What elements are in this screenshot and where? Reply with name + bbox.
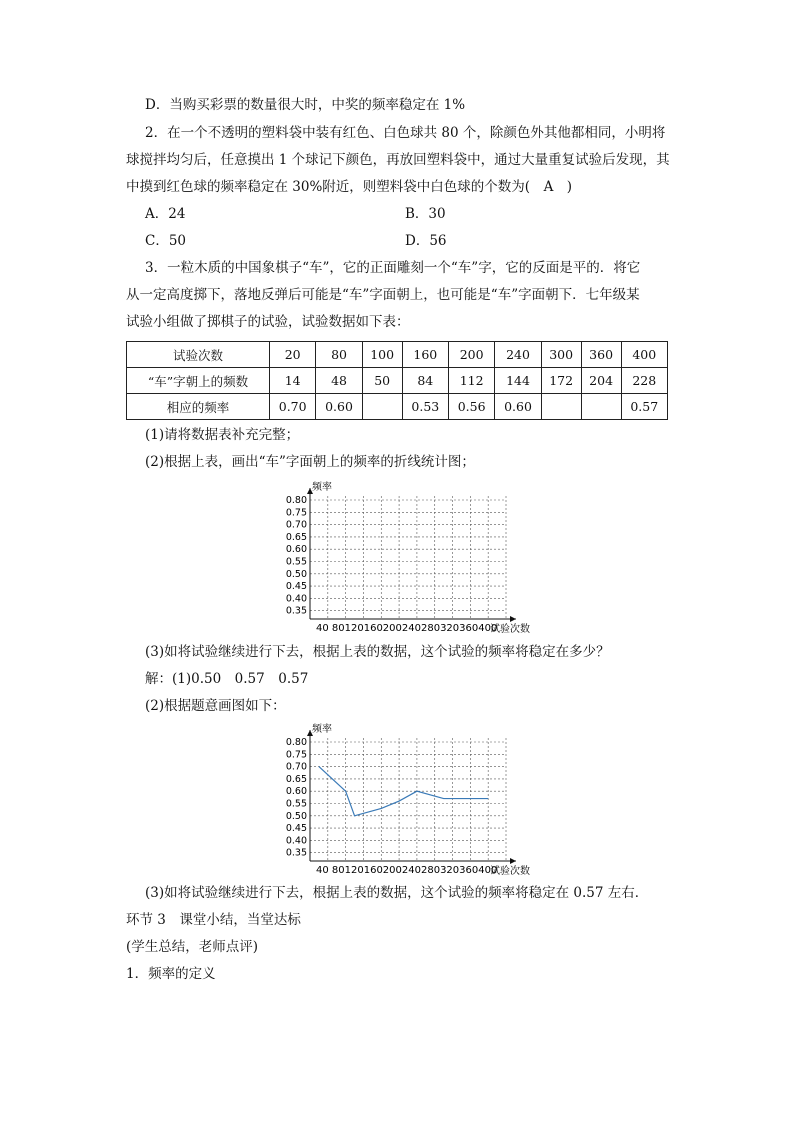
- table-row: [127, 368, 668, 394]
- table-cell: 相应的频率: [127, 394, 270, 420]
- y-tick-label: 0.60: [285, 786, 307, 798]
- x-axis-label: 试验次数: [490, 866, 530, 877]
- table-cell: [541, 394, 581, 420]
- option-b: B．30: [405, 206, 446, 222]
- table-cell: 112: [448, 368, 494, 394]
- option-c: C．50: [145, 233, 187, 249]
- solution-part-2: (2)根据题意画图如下：: [145, 698, 286, 714]
- table-cell: 100: [362, 342, 402, 368]
- y-tick-label: 0.35: [285, 847, 307, 859]
- y-axis-label: 频率: [312, 482, 332, 493]
- solution-part-3: (3)如将试验继续进行下去，根据上表的数据，这个试验的频率将稳定在 0.57 左右．: [145, 885, 649, 901]
- question-2-line-3: 中摸到红色球的频率稳定在 30%附近，则塑料袋中白色球的个数为( A ): [126, 179, 573, 195]
- table-cell: 240: [495, 342, 541, 368]
- frequency-definition: 1．频率的定义: [126, 966, 216, 982]
- y-tick-label: 0.60: [285, 544, 307, 556]
- y-tick-label: 0.80: [285, 737, 307, 748]
- table-cell: 48: [316, 368, 362, 394]
- option-d: D．当购买彩票的数量很大时，中奖的频率稳定在 1%: [145, 97, 466, 113]
- y-tick-label: 0.40: [285, 593, 307, 605]
- table-cell: 172: [541, 368, 581, 394]
- review-note: (学生总结，老师点评): [126, 939, 259, 955]
- y-tick-label: 0.45: [285, 581, 307, 593]
- table-row: [127, 342, 668, 368]
- experiment-table: [126, 341, 668, 420]
- table-cell: 144: [495, 368, 541, 394]
- table-cell: [362, 394, 402, 420]
- question-3-line-2: 从一定高度掷下，落地反弹后可能是“车”字面朝上，也可能是“车”字面朝下．七年级某: [126, 287, 640, 303]
- sub-question-1: (1)请将数据表补充完整；: [145, 427, 300, 443]
- y-axis-label: 频率: [312, 724, 332, 735]
- table-cell: [581, 394, 621, 420]
- y-tick-label: 0.40: [285, 835, 307, 847]
- x-tick-labels: 40 80120160200240280320360400: [316, 865, 498, 876]
- question-2-line-2: 球搅拌均匀后，任意摸出 1 个球记下颜色，再放回塑料袋中，通过大量重复试验后发现，其: [126, 152, 670, 168]
- y-tick-label: 0.55: [285, 798, 307, 810]
- question-2-line-1: 2．在一个不透明的塑料袋中装有红色、白色球共 80 个，除颜色外其他都相同，小明将: [145, 125, 666, 141]
- table-cell: 160: [402, 342, 448, 368]
- option-d-value: D．56: [405, 233, 447, 249]
- y-tick-label: 0.35: [285, 605, 307, 617]
- y-tick-label: 0.50: [285, 810, 307, 822]
- table-cell: 80: [316, 342, 362, 368]
- y-tick-label: 0.50: [285, 568, 307, 580]
- table-cell: 0.60: [495, 394, 541, 420]
- x-axis-arrow: [510, 858, 516, 864]
- table-cell: “车”字朝上的频数: [127, 368, 270, 394]
- x-axis-arrow: [510, 616, 516, 622]
- y-tick-label: 0.80: [285, 495, 307, 506]
- x-tick-labels: 40 80120160200240280320360400: [316, 623, 498, 634]
- table-cell: 0.60: [316, 394, 362, 420]
- table-cell: 228: [621, 368, 667, 394]
- table-cell: 400: [621, 342, 667, 368]
- y-tick-label: 0.55: [285, 556, 307, 568]
- question-3-line-1: 3．一粒木质的中国象棋子“车”，它的正面雕刻一个“车”字，它的反面是平的．将它: [145, 260, 641, 276]
- option-a: A．24: [145, 206, 186, 222]
- table-cell: 20: [270, 342, 316, 368]
- table-cell: 试验次数: [127, 342, 270, 368]
- table-cell: 0.70: [270, 394, 316, 420]
- table-cell: 50: [362, 368, 402, 394]
- y-tick-label: 0.45: [285, 823, 307, 835]
- frequency-line-chart: [270, 720, 550, 878]
- table-cell: 200: [448, 342, 494, 368]
- solution-part-1: 解：(1)0.50 0.57 0.57: [145, 671, 309, 687]
- y-tick-label: 0.65: [285, 773, 307, 785]
- y-tick-label: 0.70: [285, 761, 307, 773]
- table-cell: 204: [581, 368, 621, 394]
- x-axis-label: 试验次数: [490, 624, 530, 635]
- y-tick-label: 0.75: [285, 507, 307, 519]
- table-cell: 0.56: [448, 394, 494, 420]
- y-tick-label: 0.70: [285, 519, 307, 531]
- table-cell: 14: [270, 368, 316, 394]
- y-tick-label: 0.65: [285, 531, 307, 543]
- table-cell: 360: [581, 342, 621, 368]
- table-cell: 84: [402, 368, 448, 394]
- blank-frequency-chart: [270, 478, 550, 636]
- section-heading: 环节 3 课堂小结，当堂达标: [126, 912, 301, 928]
- table-cell: 300: [541, 342, 581, 368]
- question-3-line-3: 试验小组做了掷棋子的试验，试验数据如下表：: [126, 314, 410, 330]
- table-row: [127, 394, 668, 420]
- table-cell: 0.57: [621, 394, 667, 420]
- sub-question-3: (3)如将试验继续进行下去，根据上表的数据，这个试验的频率将稳定在多少？: [145, 644, 610, 660]
- table-cell: 0.53: [402, 394, 448, 420]
- y-tick-label: 0.75: [285, 749, 307, 761]
- sub-question-2: (2)根据上表，画出“车”字面朝上的频率的折线统计图；: [145, 454, 475, 470]
